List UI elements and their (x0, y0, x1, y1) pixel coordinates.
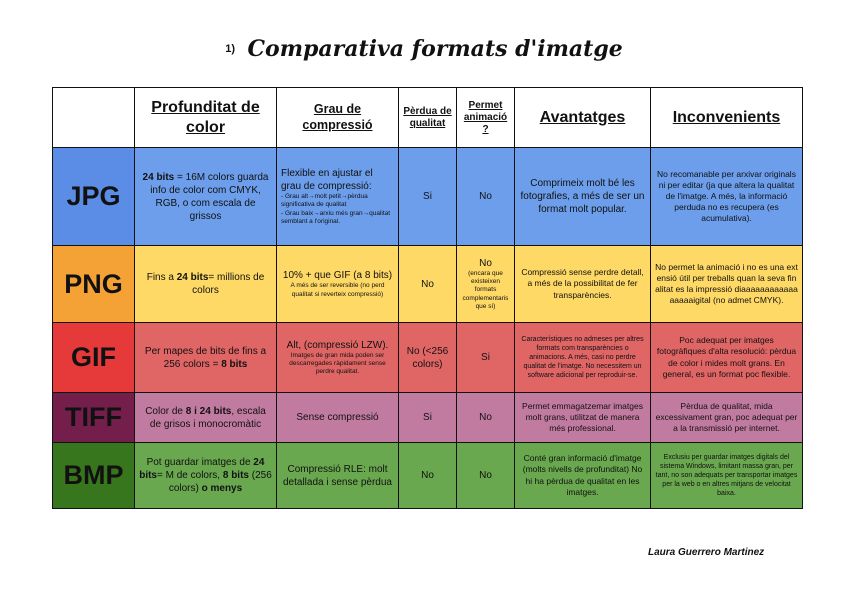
depth-tiff: Color de 8 i 24 bits, escala de grisos i monocromàtic (135, 393, 277, 443)
loss-bmp: No (399, 443, 457, 509)
advantages-jpg: Comprimeix molt bé les fotografies, a més de ser un format molt popular. (515, 148, 651, 246)
author-signature: Laura Guerrero Martinez (648, 547, 765, 558)
disadvantages-tiff: Pèrdua de qualitat, mida excessivament gran, poc adequat per a la transmissió per internet. (651, 393, 803, 443)
disadvantages-gif: Poc adequat per imatges fotogràfiques d'alta resolució: pèrdua de color i mides molt grans. En general, es un format poc flexible. (651, 323, 803, 393)
loss-tiff: Si (399, 393, 457, 443)
depth-gif: Per mapes de bits de fins a 256 colors = 8 bits (135, 323, 277, 393)
format-gif: GIF (53, 323, 135, 393)
depth-bmp: Pot guardar imatges de 24 bits= M de colors, 8 bits (256 colors) o menys (135, 443, 277, 509)
table-row-png (53, 246, 803, 323)
animation-gif: Si (457, 323, 515, 393)
header-advantages: Avantatges (515, 88, 651, 148)
compression-png: 10% + que GIF (a 8 bits) A més de ser reversible (no perd qualitat si reverteix compressió) (277, 246, 399, 323)
compression-gif: Alt, (compressió LZW). Imatges de gran mida poden ser descarregades ràpidament sense perdre qualitat. (277, 323, 399, 393)
format-jpg: JPG (53, 148, 135, 246)
page-title (0, 36, 848, 62)
header-empty (53, 88, 135, 148)
header-depth: Profunditat de color (135, 88, 277, 148)
advantages-gif: Característiques no admeses per altres formats com transparències o animacions. A més, casi no perdre qualitat de l'imatge. No necessitem un software adicional per reproduir-se. (515, 323, 651, 393)
loss-gif: No (<256 colors) (399, 323, 457, 393)
table-row-jpg (53, 148, 803, 246)
animation-bmp: No (457, 443, 515, 509)
compression-jpg: Flexible en ajustar el grau de compressió: - Grau alt→molt petit→pèrdua significativa de qualitat - Grau baix→arxiu més gran→qualitat semblant a l'original. (277, 148, 399, 246)
title-number: 1) (225, 43, 236, 55)
header-disadvantages: Inconvenients (651, 88, 803, 148)
header-row (53, 88, 803, 148)
compression-tiff: Sense compressió (277, 393, 399, 443)
animation-png: No (encara que existeixen formats complementaris que sí) (457, 246, 515, 323)
table-row-tiff (53, 393, 803, 443)
header-compression: Grau de compressió (277, 88, 399, 148)
disadvantages-jpg: No recomanable per arxivar originals ni per editar (ja que altera la qualitat de l'imatge. A més, la informació perduda no es recupera (es acumulativa). (651, 148, 803, 246)
format-png: PNG (53, 246, 135, 323)
table-row-gif (53, 323, 803, 393)
animation-tiff: No (457, 393, 515, 443)
disadvantages-png: No permet la animació i no es una extensió útil per treballs quan la seva finalitat es la impressió diaaaaaaaaaaaaaaaaaigital (no admet CMYK). (651, 246, 803, 323)
advantages-tiff: Permet emmagatzemar imatges molt grans, utilitzat de manera més professional. (515, 393, 651, 443)
disadvantages-bmp: Exclusiu per guardar imatges digitals del sistema Windows, limitant massa gran, per tant, no son adequats per transportar imatges per la web o en altres mitjans de velocitat baixa. (651, 443, 803, 509)
advantages-bmp: Conté gran informació d'imatge (molts nivells de profunditat) No hi ha pèrdua de qualitat en les imatges. (515, 443, 651, 509)
header-animation: Permet animació ? (457, 88, 515, 148)
advantages-png: Compressió sense perdre detall, a més de la possibilitat de fer transparències. (515, 246, 651, 323)
title-text: Comparativa formats d'imatge (247, 36, 623, 62)
animation-jpg: No (457, 148, 515, 246)
format-tiff: TIFF (53, 393, 135, 443)
compression-bmp: Compressió RLE: molt detallada i sense pèrdua (277, 443, 399, 509)
depth-jpg: 24 bits = 16M colors guarda info de color com CMYK, RGB, o com escala de grissos (135, 148, 277, 246)
header-loss: Pèrdua de qualitat (399, 88, 457, 148)
format-bmp: BMP (53, 443, 135, 509)
loss-png: No (399, 246, 457, 323)
depth-png: Fins a 24 bits= millions de colors (135, 246, 277, 323)
loss-jpg: Si (399, 148, 457, 246)
comparison-table (52, 87, 803, 509)
table-row-bmp (53, 443, 803, 509)
